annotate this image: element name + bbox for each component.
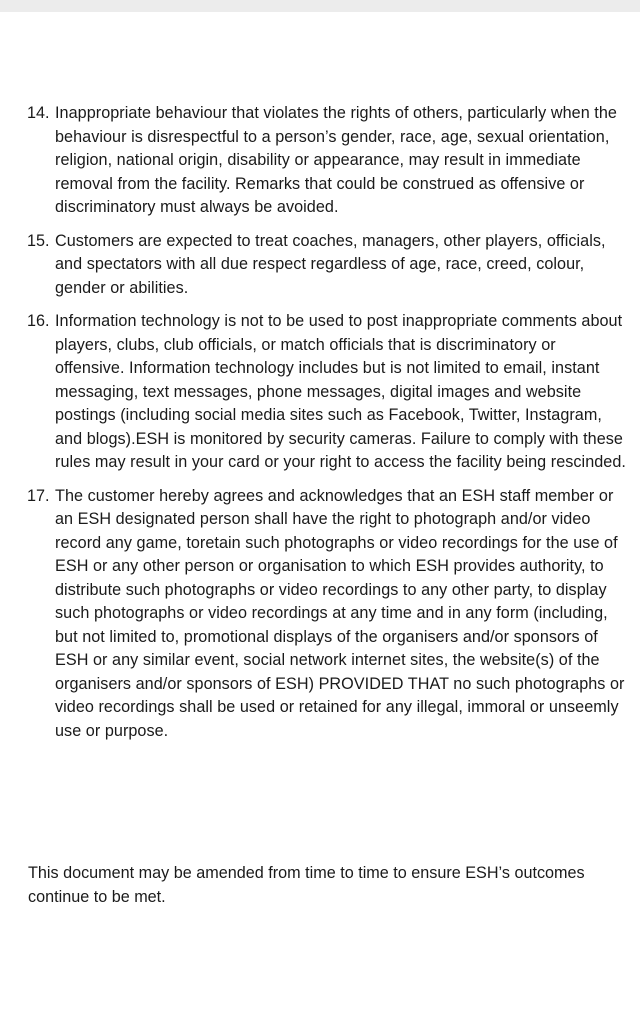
rule-number: 16. (27, 312, 50, 330)
document-body (0, 102, 640, 753)
rule-text: Customers are expected to treat coaches, managers, other players, officials, and spectators with all due respect regardless of age, race, creed, colour, gender or abilities. (55, 231, 606, 297)
rule-item (0, 310, 640, 475)
rule-text: The customer hereby agrees and acknowledges that an ESH staff member or an ESH designated person shall have the right to photograph and/or video record any game, toretain such photographs or video recordings for the use of ESH or any other person or organisation to which ESH provides authority, to distribute such photographs or video recordings to any other party, to display such photographs or video recordings at any time and in any form (including, but not limited to, promotional displays of the organisers and/or sponsors of ESH or any similar event, social network internet sites, the website(s) of the organisers and/or sponsors of ESH) PROVIDED THAT no such photographs or video recordings shall be used or retained for any illegal, immoral or unseemly use or purpose. (55, 486, 625, 740)
rule-item (0, 230, 640, 301)
rule-number: 14. (27, 104, 50, 122)
closing-note: This document may be amended from time to time to ensure ESH’s outcomes continue to be met. (28, 864, 585, 906)
rule-number: 15. (27, 231, 50, 250)
rule-item (0, 102, 640, 220)
top-bar (0, 0, 640, 12)
rule-text: Information technology is not to be used to post inappropriate comments about players, clubs, club officials, or match officials that is discriminatory or offensive. Information technology includes but is not limited to email, instant messaging, text messages, phone messages, digital images and website postings (including social media sites such as Facebook, Twitter, Instagram, and blogs).ESH is monitored by security cameras. Failure to comply with these rules may result in your card or your right to access the facility being rescinded. (55, 312, 626, 471)
rule-number: 17. (27, 486, 50, 505)
rule-item (0, 485, 640, 744)
rule-text: Inappropriate behaviour that violates the rights of others, particularly when the behaviour is disrespectful to a person’s gender, race, age, sexual orientation, religion, national origin, disability or appearance, may result in immediate removal from the facility. Remarks that could be construed as offensive or discriminatory must always be avoided. (55, 104, 617, 216)
